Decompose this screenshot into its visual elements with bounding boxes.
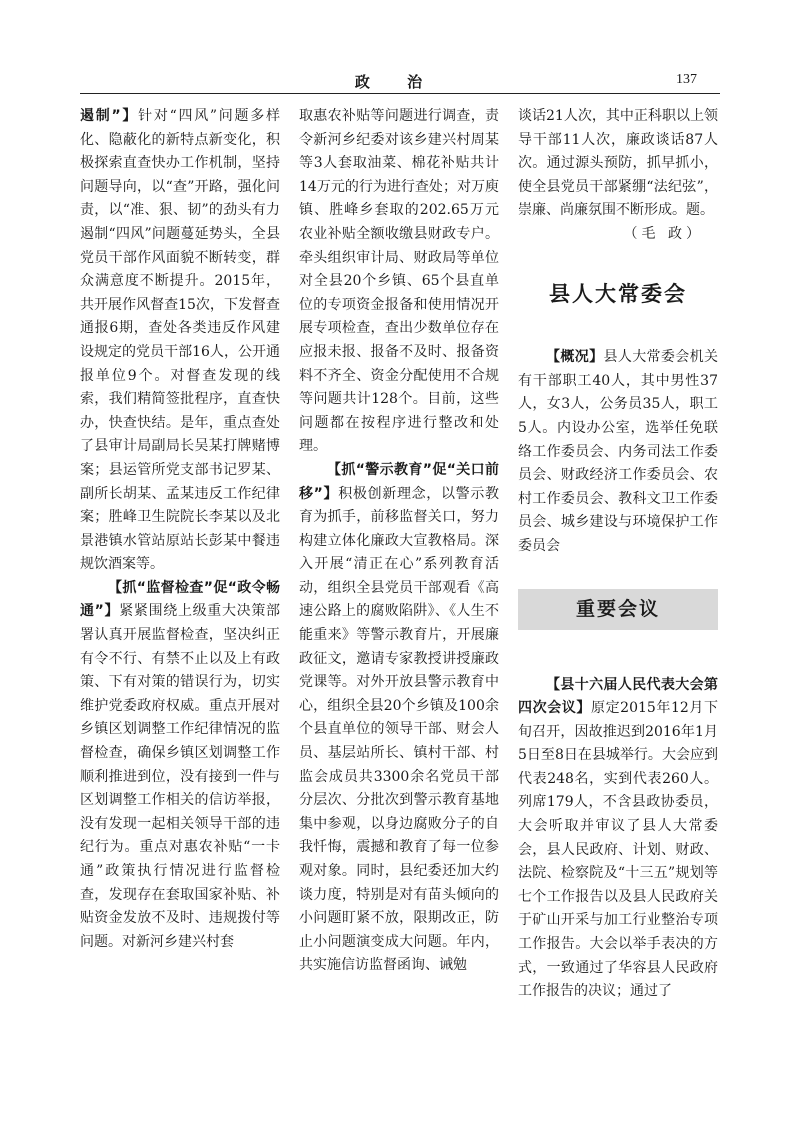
paragraph [80, 105, 280, 577]
paragraph [299, 459, 499, 978]
paragraph-text: 紧紧围绕上级重大决策部署认真开展监督检查，坚决纠正有令不行、有禁不止以及上有政策、下有对策的错误行为，切实维护党委政府权威。重点开展对乡镇区划调整工作纪律情况的监督检查，确保乡镇区划调整工作顺利推进到位，没有接到一件与区划调整工作相关的信访举报，没有发现一起相关领导干部的违纪行为。重点对惠农补贴“一卡通”政策执行情况进行监督检查，发现存在套取国家补贴、补贴资金发放不及时、违规拨付等问题。对新河乡建兴村套 [80, 603, 281, 950]
author-byline: （毛 政） [623, 225, 704, 242]
paragraph [80, 577, 280, 955]
paragraph-heading: 【概况】 [546, 349, 604, 366]
column-middle [299, 105, 499, 978]
running-header-title: 政 治 [354, 73, 439, 91]
paragraph-text: 县人大常委会机关有干部职工40人，其中男性37人，女3人，公务员35人，职工5人。内设办公室，选举任免联络工作委员会、内务司法工作委员会、财政经济工作委员会、农村工作委员会、教科文卫工作委员会、城乡建设与环境保护工作委员会 [518, 349, 719, 554]
paragraph-text: 原定2015年12月下旬召开，因故推迟到2016年1月5日至8日在县城举行。大会应到代表248名，实到代表260人。列席179人，不含县政协委员，大会听取并审议了县人大常委会，县人民政府、计划、财政、法院、检察院及“十三五”规划等七个工作报告以及县人民政府关于矿山开采与加工行业整治专项工作报告。大会以举手表决的方式，一致通过了华容县人民政府工作报告的决议；通过了 [518, 700, 718, 1000]
paragraph-heading: 【抓“监督检查”促“政令畅通”】 [80, 579, 280, 620]
paragraph [518, 346, 718, 558]
paragraph-text: 谈话21人次，其中正科职以上领导干部11人次，廉政谈话87人次。通过源头预防，抓早抓小，使全县党员干部紧绷“法纪弦”，崇廉、尚廉氛围不断形成。题。 [518, 108, 718, 219]
section-heading-npc-standing-committee: 县人大常委会 [549, 281, 687, 306]
column-right [518, 105, 718, 1004]
header-rule [80, 93, 720, 94]
paragraph-text: 针对“四风”问题多样化、隐蔽化的新特点新变化，积极探索直查快办工作机制，坚持问题导向，以“查”开路，强化问责，以“准、狠、韧”的劲头有力遏制“四风”问题蔓延势头，全县党员干部作风面貌不断转变，群众满意度不断提升。2015年，共开展作风督查15次，下发督查通报6期，查处各类违反作风建设规定的党员干部16人，公开通报单位9个。对督查发现的线索，我们精简签批程序，直查快办，快查快结。是年，重点查处了县审计局副局长吴某打牌赌博案；县运管所党支部书记罗某、副所长胡某、孟某违反工作纪律案；胜峰卫生院院长李某以及北景港镇水管站原站长彭某中餐违规饮酒案等。 [80, 108, 280, 573]
paragraph [518, 674, 718, 1004]
paragraph [518, 105, 718, 223]
paragraph [299, 105, 499, 459]
paragraph-heading: 【县十六届人民代表大会第四次会议】 [518, 676, 718, 717]
page-number: 137 [676, 72, 697, 87]
paragraph-text: 取惠农补贴等问题进行调查，责令新河乡纪委对该乡建兴村周某等3人套取油菜、棉花补贴共计14万元的行为进行查处；对万庾镇、胜峰乡套取的202.65万元农业补贴全额收缴县财政专户。牵头组织审计局、财政局等单位对全县20个乡镇、65个县直单位的专项资金报备和使用情况开展专项检查，查出少数单位存在应报未报、报备不及时、报备资料不齐全、资金分配使用不合规等问题共计128个。目前，这些问题都在按程序进行整改和处理。 [299, 108, 499, 455]
paragraph-heading: 遏制”】 [80, 108, 139, 124]
column-left [80, 105, 280, 954]
paragraph-text: 积极创新理念，以警示教育为抓手，前移监督关口，努力构建立体化廉政大宣教格局。深入开展“清正在心”系列教育活动，组织全县党员干部观看《高速公路上的腐败陷阱》、《人生不能重来》等警示教育片，开展廉政征文，邀请专家教授讲授廉政党课等。对外开放县警示教育中心，组织全县20个乡镇及100余个县直单位的领导干部、财会人员、基层站所长、镇村干部、村监会成员共3300余名党员干部分层次、分批次到警示教育基地集中参观，以身边腐败分子的自我忏悔，震撼和教育了每一位参观对象。同时，县纪委还加大约谈力度，特别是对有苗头倾向的小问题盯紧不放，限期改正，防止小问题演变成大问题。年内，共实施信访监督函询、诫勉 [299, 485, 500, 974]
paragraph-heading: 【抓“警示教育”促“关口前移”】 [299, 461, 499, 502]
section-heading-important-meetings: 重要会议 [518, 589, 718, 630]
